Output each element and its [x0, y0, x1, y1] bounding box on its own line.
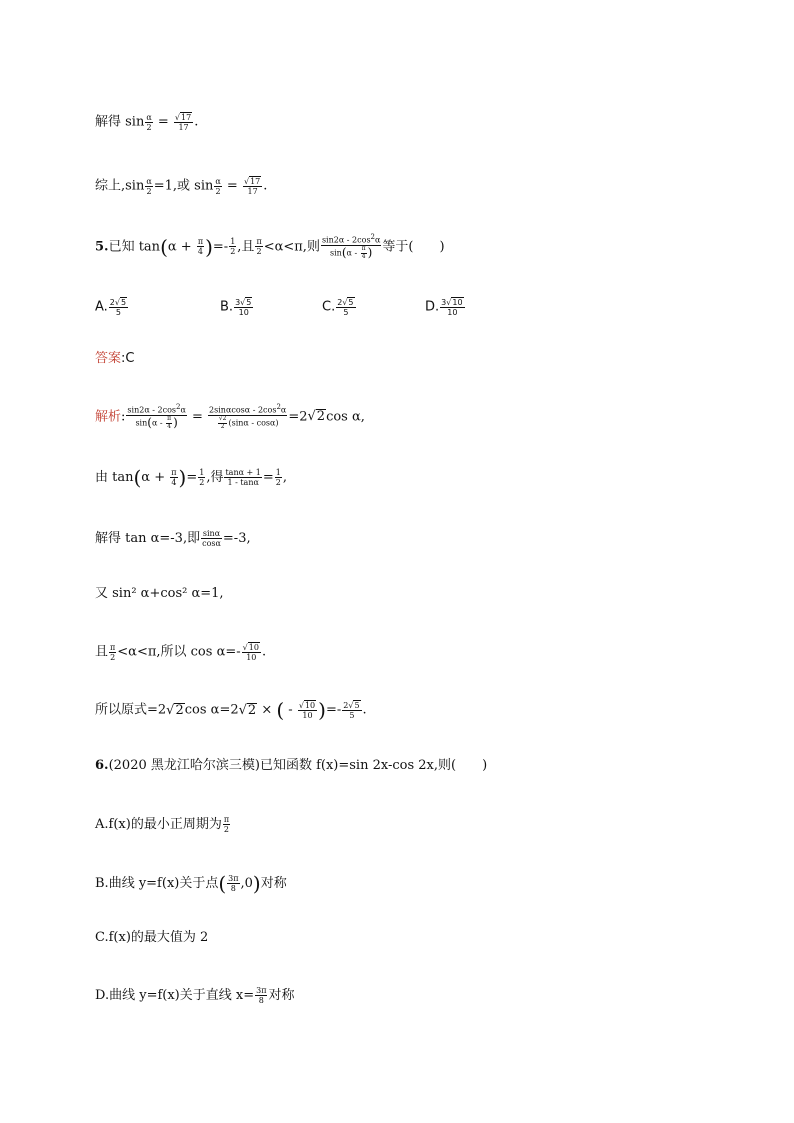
option-6-c[interactable]: C.f(x)的最大值为 2 [95, 930, 209, 945]
question-6: 6.(2020 黑龙江哈尔滨三模)已知函数 f(x)=sin 2x-cos 2x,则( ) [95, 758, 488, 773]
analysis-step-2: 由 tan(α + $\frac{\pi}{4}$ )= $\frac{1}{2}$ ,得 $\frac{\tan\alpha + 1}{1 - \tan\alpha}$ = $\frac{1}{2}$ , [95, 465, 288, 490]
analysis-step-3: 解得 tan α=-3,即 $\frac{\sin\alpha}{\cos\alpha}$ =-3, [95, 529, 251, 549]
fraction: $\frac{\alpha}{2}$ [146, 112, 152, 132]
option-5-b[interactable]: B. $\frac{3√5}{10}$ [220, 298, 252, 318]
analysis-step-6: 所以原式=2√2cos α=2√2 × ( - $\frac{√10}{10}$ )=- $\frac{2√5}{5}$ . [95, 698, 367, 723]
fraction: $\frac{\alpha}{2}$ [146, 176, 152, 196]
fraction: $\frac{√17}{17}$ [243, 177, 261, 197]
question-5: 5.已知 tan(α + $\frac{\pi}{4}$ )=- $\frac{1}{2}$ ,且 $\frac{\pi}{2}$ <α<π,则 $\sin 2\alpha - 2\cos^2\alpha$ sin(α - $\frac{\pi}{4}$ ) 等于( ) [95, 233, 445, 260]
option-5-a[interactable]: A. $\frac{2√5}{5}$ [95, 298, 127, 318]
option-5-d[interactable]: D. $\frac{3√10}{10}$ [425, 298, 463, 318]
option-5-c[interactable]: C. $\frac{2√5}{5}$ [322, 298, 354, 318]
fraction: $\frac{\alpha}{2}$ [215, 176, 221, 196]
option-6-a[interactable]: A.f(x)的最小正周期为 $\frac{\pi}{2}$ [95, 815, 230, 835]
solution-line-2: 综上,sin $\frac{\alpha}{2}$ =1,或 sin $\frac{\alpha}{2}$ = $\frac{√17}{17}$ . [95, 176, 268, 197]
option-6-b[interactable]: B.曲线 y=f(x)关于点( $\frac{3\pi}{8}$ ,0)对称 [95, 871, 287, 896]
fraction: $\frac{√17}{17}$ [174, 113, 192, 133]
analysis-line: 解析: $\sin 2\alpha - 2\cos^2\alpha$ sin(α - $\frac{\pi}{4}$ ) = $2\sin\alpha\cos\alpha - 2\cos^2\alpha$ $\frac{√2}{2}$ (sinα - cosα) =2√2cos α, [95, 403, 365, 430]
option-6-d[interactable]: D.曲线 y=f(x)关于直线 x= $\frac{3\pi}{8}$ 对称 [95, 986, 295, 1006]
solution-line-1: 解得 sin $\frac{\alpha}{2}$ = $\frac{√17}{17}$ . [95, 112, 199, 133]
analysis-step-4: 又 sin² α+cos² α=1, [95, 586, 224, 601]
analysis-step-5: 且 $\frac{\pi}{2}$ <α<π,所以 cos α=- $\frac{√10}{10}$ . [95, 642, 267, 663]
answer-line: 答案:C [95, 351, 135, 366]
